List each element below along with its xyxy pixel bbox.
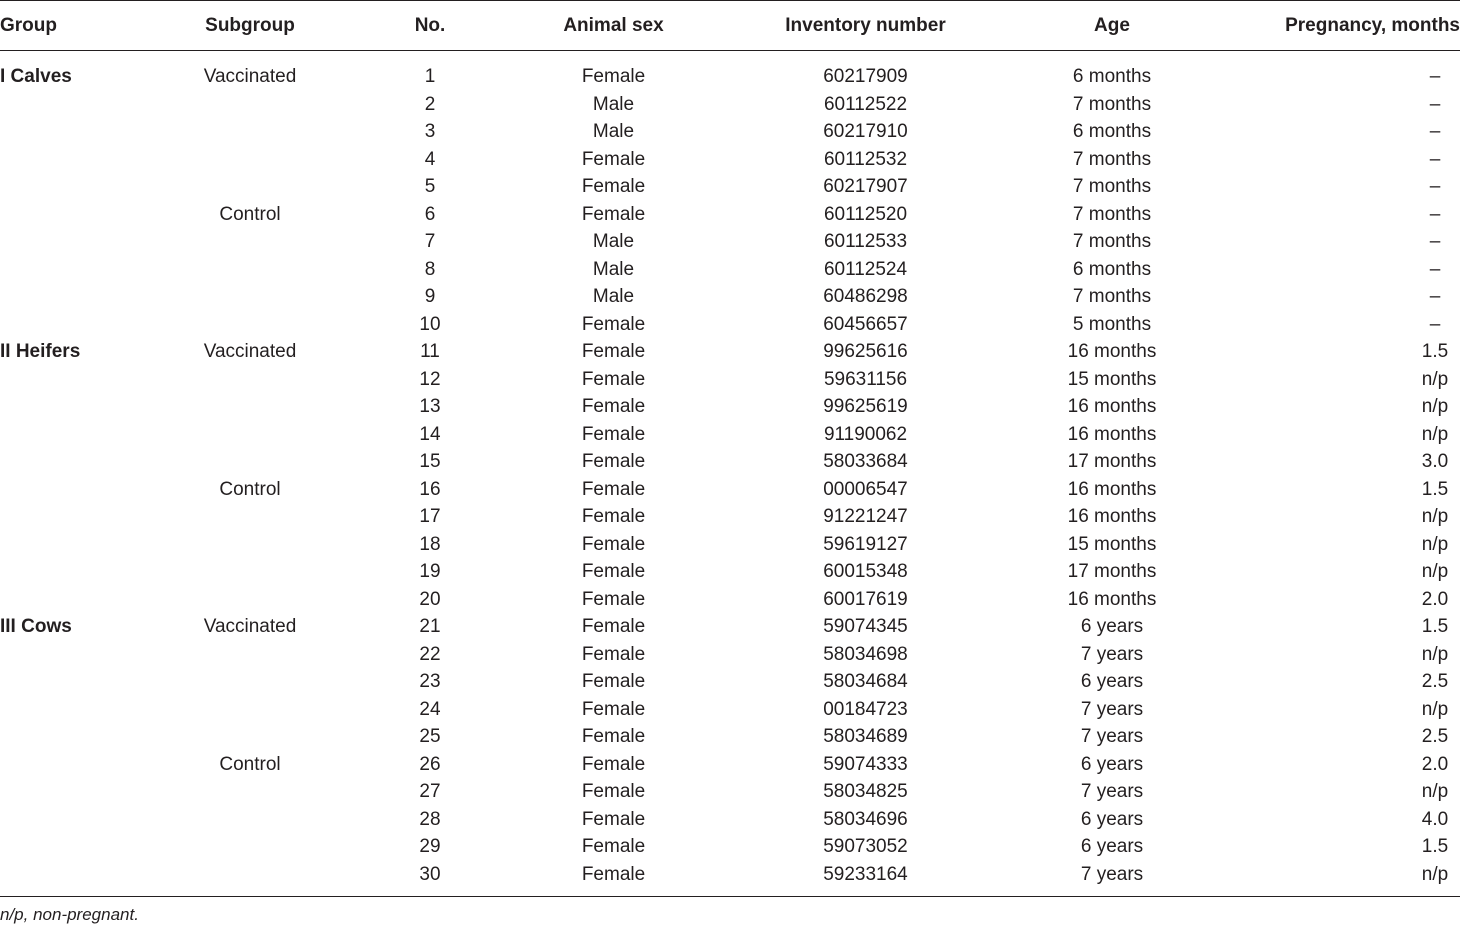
cell-age: 7 years — [1024, 861, 1200, 897]
cell-no: 11 — [420, 341, 440, 362]
cell-group — [0, 641, 160, 669]
pregnancy-value: – — [1429, 148, 1441, 170]
cell-age: 7 years — [1080, 698, 1144, 720]
cell-sex: Male — [592, 258, 635, 280]
cell-subgroup — [160, 723, 340, 751]
cell-group — [0, 283, 160, 311]
pregnancy-value: – — [1429, 66, 1441, 87]
cell-subgroup: Vaccinated — [203, 341, 297, 362]
header-inventory: Inventory number — [707, 1, 1024, 51]
cell-group: I Calves — [0, 66, 72, 87]
cell-sex: Female — [581, 148, 646, 170]
cell-age: 7 months — [1072, 93, 1152, 115]
table-row — [0, 806, 1460, 834]
cell-no: 12 — [419, 368, 441, 390]
cell-age: 16 months — [1067, 588, 1157, 610]
cell-no: 18 — [419, 533, 441, 555]
cell-sex: Female — [581, 726, 646, 747]
cell-age: 6 years — [1080, 671, 1144, 692]
cell-inventory: 59074345 — [823, 616, 908, 637]
cell-no: 14 — [419, 423, 441, 445]
cell-subgroup — [160, 531, 340, 559]
cell-no: 6 — [424, 203, 436, 225]
cell-pregnancy — [1200, 91, 1460, 119]
cell-sex: Female — [581, 396, 646, 417]
cell-age: 6 months — [1072, 66, 1152, 87]
cell-group — [0, 421, 160, 449]
cell-no: 3 — [424, 121, 436, 142]
cell-group — [0, 861, 160, 897]
cell-pregnancy — [1200, 558, 1460, 586]
header-sex: Animal sex — [520, 1, 707, 51]
cell-sex: Female — [581, 341, 646, 362]
pregnancy-value: 2.0 — [1421, 588, 1449, 610]
cell-group — [0, 311, 160, 339]
cell-age: 15 months — [1067, 368, 1157, 390]
cell-age: 7 years — [1080, 781, 1144, 802]
cell-age: 5 months — [1072, 313, 1152, 335]
cell-subgroup — [160, 806, 340, 834]
cell-sex: Male — [592, 231, 635, 252]
cell-pregnancy — [1200, 641, 1460, 669]
cell-pregnancy — [1200, 146, 1460, 174]
pregnancy-value: 2.5 — [1421, 671, 1449, 692]
cell-age: 16 months — [1067, 506, 1157, 527]
cell-age: 7 months — [1072, 176, 1152, 197]
cell-inventory: 99625619 — [823, 396, 908, 417]
cell-pregnancy — [1200, 586, 1460, 614]
cell-inventory: 59073052 — [823, 836, 908, 857]
cell-age: 6 years — [1080, 836, 1144, 857]
cell-subgroup: Control — [219, 203, 281, 225]
pregnancy-value: – — [1429, 231, 1441, 252]
pregnancy-value: 3.0 — [1421, 451, 1449, 472]
cell-inventory: 91221247 — [823, 506, 908, 527]
cell-sex: Female — [581, 368, 646, 390]
cell-pregnancy — [1200, 751, 1460, 779]
cell-subgroup — [160, 146, 340, 174]
cell-no: 22 — [419, 643, 441, 665]
cell-group: III Cows — [0, 616, 72, 637]
cell-pregnancy — [1200, 173, 1460, 201]
footnote: n/p, non-pregnant. — [0, 905, 139, 924]
table-row — [0, 256, 1460, 284]
cell-subgroup — [160, 778, 340, 806]
cell-group — [0, 118, 160, 146]
cell-sex: Female — [581, 451, 646, 472]
cell-sex: Female — [581, 588, 646, 610]
cell-subgroup — [160, 421, 340, 449]
cell-age: 15 months — [1067, 533, 1157, 555]
cell-sex: Female — [581, 616, 646, 637]
cell-pregnancy — [1200, 778, 1460, 806]
table-row — [0, 448, 1460, 476]
table-row — [0, 51, 1460, 91]
cell-no: 19 — [419, 561, 441, 582]
table-row — [0, 503, 1460, 531]
pregnancy-value: n/p — [1421, 698, 1449, 720]
cell-pregnancy — [1200, 668, 1460, 696]
cell-subgroup: Vaccinated — [203, 66, 297, 87]
cell-no: 30 — [340, 861, 520, 897]
cell-group — [0, 228, 160, 256]
cell-subgroup — [160, 586, 340, 614]
cell-group — [0, 146, 160, 174]
pregnancy-value: n/p — [1421, 368, 1449, 390]
pregnancy-value: 1.5 — [1421, 616, 1449, 637]
cell-subgroup — [160, 558, 340, 586]
cell-inventory: 60112524 — [823, 258, 908, 280]
table-row — [0, 421, 1460, 449]
cell-no: 23 — [419, 671, 441, 692]
cell-group — [0, 778, 160, 806]
pregnancy-value: – — [1429, 258, 1441, 280]
cell-age: 16 months — [1067, 423, 1157, 445]
table-row — [0, 338, 1460, 366]
cell-age: 7 years — [1080, 726, 1144, 747]
cell-sex: Female — [581, 66, 646, 87]
cell-inventory: 60112522 — [823, 93, 908, 115]
cell-age: 6 months — [1072, 258, 1152, 280]
cell-no: 25 — [419, 726, 441, 747]
cell-pregnancy — [1200, 531, 1460, 559]
table-row — [0, 476, 1460, 504]
table-row — [0, 833, 1460, 861]
cell-group: II Heifers — [0, 341, 81, 362]
cell-inventory: 59074333 — [823, 753, 908, 775]
table-row — [0, 613, 1460, 641]
table-row — [0, 173, 1460, 201]
cell-pregnancy — [1200, 283, 1460, 311]
cell-inventory: 58034684 — [823, 671, 908, 692]
cell-group — [0, 91, 160, 119]
cell-inventory: 60486298 — [823, 286, 908, 307]
pregnancy-value: n/p — [1421, 781, 1449, 802]
cell-inventory: 00006547 — [823, 478, 908, 500]
cell-age: 6 years — [1080, 616, 1144, 637]
table-row — [0, 696, 1460, 724]
cell-inventory: 59631156 — [823, 368, 908, 390]
cell-sex: Female — [581, 781, 646, 802]
cell-inventory: 60217907 — [823, 176, 908, 197]
cell-pregnancy — [1200, 228, 1460, 256]
cell-group — [0, 723, 160, 751]
cell-group — [0, 476, 160, 504]
cell-sex: Female — [581, 671, 646, 692]
cell-subgroup: Control — [219, 753, 281, 775]
table-row — [0, 311, 1460, 339]
cell-age: 16 months — [1067, 478, 1157, 500]
cell-no: 26 — [419, 753, 441, 775]
pregnancy-value: n/p — [1421, 396, 1449, 417]
cell-subgroup — [160, 173, 340, 201]
cell-pregnancy — [1200, 311, 1460, 339]
pregnancy-value: n/p — [1421, 643, 1449, 665]
cell-inventory: 58034825 — [823, 781, 908, 802]
pregnancy-value: 1.5 — [1421, 478, 1449, 500]
cell-sex: Female — [520, 861, 707, 897]
cell-no: 7 — [424, 231, 436, 252]
table-row — [0, 366, 1460, 394]
cell-inventory: 91190062 — [823, 423, 908, 445]
cell-inventory: 58033684 — [823, 451, 908, 472]
cell-sex: Male — [592, 286, 635, 307]
cell-pregnancy — [1200, 366, 1460, 394]
cell-no: 13 — [419, 396, 441, 417]
table-row — [0, 283, 1460, 311]
cell-age: 7 years — [1080, 643, 1144, 665]
cell-subgroup — [160, 256, 340, 284]
cell-subgroup — [160, 366, 340, 394]
cell-subgroup — [160, 448, 340, 476]
cell-subgroup — [160, 833, 340, 861]
cell-sex: Female — [581, 808, 646, 830]
cell-inventory: 00184723 — [823, 698, 908, 720]
cell-no: 2 — [424, 93, 436, 115]
cell-pregnancy — [1200, 476, 1460, 504]
cell-sex: Female — [581, 533, 646, 555]
cell-pregnancy — [1200, 723, 1460, 751]
cell-no: 27 — [419, 781, 441, 802]
cell-sex: Female — [581, 478, 646, 500]
cell-subgroup — [160, 118, 340, 146]
table-row — [0, 586, 1460, 614]
cell-inventory: 59619127 — [823, 533, 908, 555]
cell-subgroup — [160, 283, 340, 311]
cell-pregnancy — [1200, 118, 1460, 146]
cell-group — [0, 833, 160, 861]
cell-no: 28 — [419, 808, 441, 830]
pregnancy-value: n/p — [1421, 863, 1449, 885]
cell-group — [0, 366, 160, 394]
header-no: No. — [340, 1, 520, 51]
cell-no: 21 — [419, 616, 441, 637]
pregnancy-value: 1.5 — [1421, 836, 1449, 857]
cell-subgroup — [160, 668, 340, 696]
cell-pregnancy — [1200, 393, 1460, 421]
cell-pregnancy — [1200, 861, 1460, 897]
cell-pregnancy — [1200, 421, 1460, 449]
table-row — [0, 668, 1460, 696]
cell-group — [0, 558, 160, 586]
cell-pregnancy — [1200, 806, 1460, 834]
header-group: Group — [0, 1, 160, 51]
pregnancy-value: 4.0 — [1421, 808, 1449, 830]
pregnancy-value: – — [1429, 176, 1441, 197]
cell-pregnancy — [1200, 833, 1460, 861]
cell-sex: Male — [592, 121, 635, 142]
pregnancy-value: n/p — [1421, 561, 1449, 582]
table-row — [0, 118, 1460, 146]
cell-inventory: 59233164 — [707, 861, 1024, 897]
cell-group — [0, 751, 160, 779]
cell-sex: Female — [581, 836, 646, 857]
cell-age: 6 months — [1072, 121, 1152, 142]
cell-inventory: 60112532 — [823, 148, 908, 170]
cell-no: 20 — [419, 588, 441, 610]
cell-pregnancy — [1200, 256, 1460, 284]
cell-inventory: 60217910 — [823, 121, 908, 142]
cell-age: 7 months — [1072, 231, 1152, 252]
cell-age: 17 months — [1067, 561, 1157, 582]
table-row — [0, 751, 1460, 779]
header-pregnancy: Pregnancy, months — [1200, 1, 1460, 51]
cell-sex: Female — [581, 313, 646, 335]
cell-age: 16 months — [1067, 396, 1157, 417]
cell-no: 16 — [419, 478, 441, 500]
pregnancy-value: – — [1429, 93, 1441, 115]
cell-subgroup: Control — [219, 478, 281, 500]
cell-sex: Female — [581, 561, 646, 582]
cell-no: 5 — [424, 176, 436, 197]
table-row — [0, 861, 1460, 897]
cell-pregnancy — [1200, 503, 1460, 531]
table-body — [0, 51, 1460, 897]
cell-no: 8 — [424, 258, 436, 280]
cell-age: 7 months — [1072, 286, 1152, 307]
pregnancy-value: – — [1429, 121, 1441, 142]
cell-group — [0, 503, 160, 531]
cell-inventory: 60112520 — [823, 203, 908, 225]
cell-group — [0, 393, 160, 421]
table-row — [0, 641, 1460, 669]
cell-group — [0, 696, 160, 724]
cell-inventory: 58034698 — [823, 643, 908, 665]
cell-inventory: 58034696 — [823, 808, 908, 830]
cell-group — [0, 201, 160, 229]
cell-inventory: 58034689 — [823, 726, 908, 747]
pregnancy-value: n/p — [1421, 533, 1449, 555]
cell-pregnancy — [1200, 613, 1460, 641]
cell-group — [0, 256, 160, 284]
pregnancy-value: – — [1429, 286, 1441, 307]
table-row — [0, 778, 1460, 806]
cell-subgroup — [160, 696, 340, 724]
pregnancy-value: 2.0 — [1421, 753, 1449, 775]
table-row — [0, 723, 1460, 751]
table-row — [0, 393, 1460, 421]
cell-subgroup — [160, 311, 340, 339]
pregnancy-value: n/p — [1421, 423, 1449, 445]
cell-no: 17 — [419, 506, 441, 527]
cell-subgroup — [160, 861, 340, 897]
table-row — [0, 91, 1460, 119]
cell-no: 24 — [419, 698, 441, 720]
table-row — [0, 201, 1460, 229]
cell-inventory: 60217909 — [823, 66, 908, 87]
pregnancy-value: n/p — [1421, 506, 1449, 527]
table-row — [0, 558, 1460, 586]
table-header-row — [0, 1, 1460, 51]
cell-subgroup — [160, 228, 340, 256]
cell-subgroup — [160, 503, 340, 531]
header-subgroup: Subgroup — [160, 1, 340, 51]
cell-sex: Female — [581, 423, 646, 445]
pregnancy-value: 2.5 — [1421, 726, 1449, 747]
cell-sex: Female — [581, 698, 646, 720]
cell-age: 6 years — [1080, 753, 1144, 775]
cell-sex: Female — [581, 753, 646, 775]
cell-no: 29 — [419, 836, 441, 857]
table-row — [0, 228, 1460, 256]
cell-age: 7 months — [1072, 203, 1152, 225]
cell-pregnancy — [1200, 448, 1460, 476]
cell-inventory: 60112533 — [823, 231, 908, 252]
cell-no: 9 — [424, 286, 436, 307]
cell-no: 10 — [419, 313, 441, 335]
cell-group — [0, 586, 160, 614]
cell-pregnancy — [1200, 51, 1460, 91]
cell-age: 17 months — [1067, 451, 1157, 472]
cell-age: 6 years — [1080, 808, 1144, 830]
cell-group — [0, 448, 160, 476]
cell-age: 16 months — [1067, 341, 1157, 362]
cell-no: 1 — [424, 66, 436, 87]
cell-age: 7 months — [1072, 148, 1152, 170]
cell-pregnancy — [1200, 201, 1460, 229]
cell-sex: Male — [592, 93, 635, 115]
cell-inventory: 99625616 — [823, 341, 908, 362]
cell-subgroup — [160, 393, 340, 421]
cell-subgroup — [160, 91, 340, 119]
pregnancy-value: 1.5 — [1421, 341, 1449, 362]
cell-sex: Female — [581, 506, 646, 527]
cell-subgroup: Vaccinated — [203, 616, 297, 637]
pregnancy-value: – — [1429, 203, 1441, 225]
cell-group — [0, 806, 160, 834]
cell-group — [0, 668, 160, 696]
cell-pregnancy — [1200, 338, 1460, 366]
cell-pregnancy — [1200, 696, 1460, 724]
cell-sex: Female — [581, 643, 646, 665]
header-age: Age — [1024, 1, 1200, 51]
cell-inventory: 60017619 — [823, 588, 908, 610]
pregnancy-value: – — [1429, 313, 1441, 335]
cell-sex: Female — [581, 203, 646, 225]
cell-no: 15 — [419, 451, 441, 472]
cell-sex: Female — [581, 176, 646, 197]
cell-inventory: 60456657 — [823, 313, 908, 335]
cell-group — [0, 173, 160, 201]
cell-subgroup — [160, 641, 340, 669]
table-row — [0, 531, 1460, 559]
table-row — [0, 146, 1460, 174]
cell-no: 4 — [424, 148, 436, 170]
cell-group — [0, 531, 160, 559]
cell-inventory: 60015348 — [823, 561, 908, 582]
